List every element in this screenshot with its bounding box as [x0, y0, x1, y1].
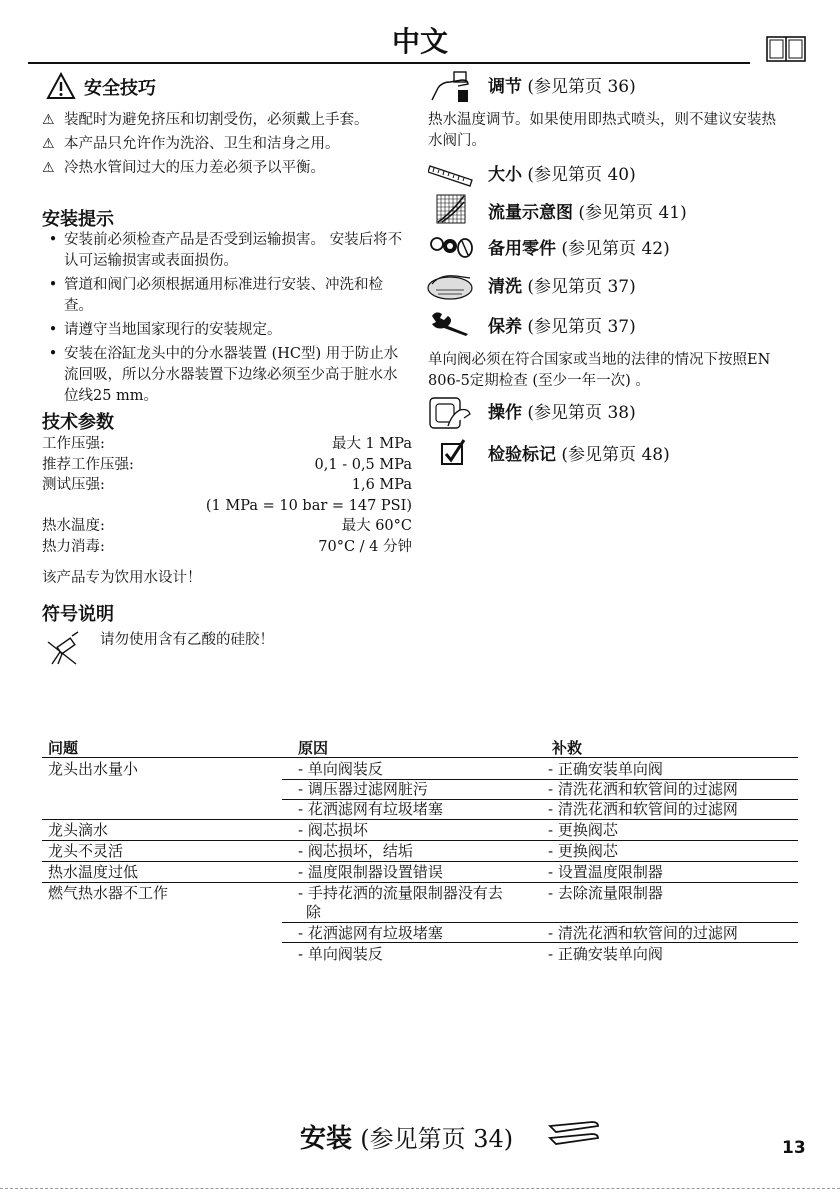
safety-item: ⚠ 冷热水管间过大的压力差必须予以平衡。: [42, 158, 392, 179]
silicone-gun-icon: [46, 630, 80, 666]
tech-table: [42, 434, 412, 557]
install-tip-item: • 安装在浴缸龙头中的分水器装置 (HC型) 用于防止水流回吸，所以分水器装置下边缘必须至少高于脏水水位线25 mm。: [48, 346, 399, 404]
table-rule: [42, 840, 798, 841]
install-tip-item: • 管道和阀门必须根据通用标准进行安装、冲洗和检查。: [48, 277, 383, 314]
test-mark-link[interactable]: 检验标记 (参见第页 48): [488, 445, 670, 465]
table-rule: [42, 861, 798, 862]
cause-cell: 除: [306, 903, 322, 921]
problem-cell: 龙头滴水: [48, 821, 109, 839]
remedy-cell: - 清洗花洒和软管间的过滤网: [548, 924, 738, 942]
cause-cell: - 花洒滤网有垃圾堵塞: [298, 924, 443, 942]
cause-cell: - 单向阀装反: [298, 760, 383, 778]
size-link[interactable]: 大小 (参见第页 40): [488, 165, 636, 185]
adjust-link[interactable]: 调节 (参见第页 36): [488, 77, 636, 97]
valve-check-text: 单向阀必须在符合国家或当地的法律的情况下按照EN 806-5定期检查 (至少一年一次) 。: [428, 352, 771, 389]
spare-parts-icon: [428, 232, 476, 260]
operate-hand-icon: [428, 396, 474, 430]
table-rule: [282, 779, 798, 780]
trouble-header-remedy: 补救: [552, 739, 583, 757]
install-tip-item: • 安装前必须检查产品是否受到运输损害。 安装后将不认可运输损害或表面损伤。: [48, 232, 403, 269]
safety-item: ⚠ 装配时为避免挤压和切割受伤，必须戴上手套。: [42, 110, 392, 131]
wrench-icon: [428, 310, 474, 336]
problem-cell: 燃气热水器不工作: [48, 884, 169, 902]
table-rule: [282, 799, 798, 800]
safety-list: [42, 110, 392, 179]
cleaning-hand-icon: [426, 268, 476, 302]
tech-title: 技术参数: [42, 412, 114, 433]
cause-cell: - 手持花洒的流量限制器没有去: [298, 884, 503, 902]
operate-link[interactable]: 操作 (参见第页 38): [488, 403, 636, 423]
maintain-link[interactable]: 保养 (参见第页 37): [488, 317, 636, 337]
table-rule: [282, 922, 798, 923]
remedy-cell: - 清洗花洒和软管间的过滤网: [548, 780, 738, 798]
safety-title: 安全技巧: [84, 78, 156, 99]
trouble-header-cause: 原因: [298, 739, 329, 757]
tech-row: 工作压强: 最大 1 MPa: [42, 436, 412, 452]
header-divider: [28, 62, 750, 64]
cause-cell: - 花洒滤网有垃圾堵塞: [298, 800, 443, 818]
flow-diagram-icon: [436, 194, 466, 224]
remedy-cell: - 设置温度限制器: [548, 863, 663, 881]
cause-cell: - 阀芯损坏: [298, 821, 368, 839]
book-icon: [766, 36, 806, 62]
flow-link[interactable]: 流量示意图 (参见第页 41): [488, 203, 687, 223]
remedy-cell: - 正确安装单向阀: [548, 760, 663, 778]
remedy-cell: - 更换阀芯: [548, 821, 618, 839]
silicone-note: 请勿使用含有乙酸的硅胶！: [100, 632, 274, 648]
warning-small-icon: ⚠: [42, 136, 55, 152]
install-tips-title: 安装提示: [42, 209, 114, 230]
clean-link[interactable]: 清洗 (参见第页 37): [488, 277, 636, 297]
remedy-cell: - 更换阀芯: [548, 842, 618, 860]
safety-item: ⚠ 本产品只允许作为洗浴、卫生和洁身之用。: [42, 134, 392, 155]
cause-cell: - 单向阀装反: [298, 945, 383, 963]
table-rule: [282, 942, 798, 943]
tools-icon: [548, 1120, 600, 1148]
install-footer-link[interactable]: 安装 (参见第页 34): [300, 1124, 514, 1154]
adjust-hand-icon: [428, 70, 474, 104]
install-tips-list: [42, 230, 410, 407]
table-rule: [42, 819, 798, 820]
table-rule: [42, 757, 798, 758]
tech-row: 热力消毒: 70°C / 4 分钟: [42, 538, 412, 555]
remedy-cell: - 正确安装单向阀: [548, 945, 663, 963]
page-number: 13: [782, 1138, 806, 1158]
page-title: 中文: [391, 25, 448, 58]
problem-cell: 龙头出水量小: [48, 760, 139, 778]
cause-cell: - 温度限制器设置错误: [298, 863, 443, 881]
tech-row: 推荐工作压强: 0,1 - 0,5 MPa: [42, 456, 412, 473]
remedy-cell: - 清洗花洒和软管间的过滤网: [548, 800, 738, 818]
install-tip-item: • 请遵守当地国家现行的安装规定。: [48, 322, 282, 338]
page-bottom-rule: [0, 1188, 840, 1189]
symbols-title: 符号说明: [42, 604, 114, 625]
tech-row: (1 MPa = 10 bar = 147 PSI): [205, 497, 412, 514]
trouble-header-problem: 问题: [48, 739, 79, 757]
spare-parts-link[interactable]: 备用零件 (参见第页 42): [488, 239, 670, 259]
adjust-text: 热水温度调节。如果使用即热式喷头，则不建议安装热水阀门。: [428, 112, 776, 149]
cause-cell: - 调压器过滤网脏污: [298, 780, 428, 798]
table-rule: [42, 882, 798, 883]
warning-small-icon: ⚠: [42, 112, 55, 128]
checkbox-icon: [440, 438, 466, 466]
tech-row: 热水温度: 最大 60°C: [42, 518, 412, 534]
warning-icon: [46, 72, 76, 100]
problem-cell: 热水温度过低: [48, 863, 139, 881]
tech-row: 测试压强: 1,6 MPa: [42, 477, 412, 493]
remedy-cell: - 去除流量限制器: [548, 884, 663, 902]
cause-cell: - 阀芯损坏，结垢: [298, 842, 413, 860]
warning-small-icon: ⚠: [42, 160, 55, 176]
problem-cell: 龙头不灵活: [48, 842, 124, 860]
drinking-water-note: 该产品专为饮用水设计！: [42, 570, 202, 586]
ruler-icon: [428, 158, 474, 188]
